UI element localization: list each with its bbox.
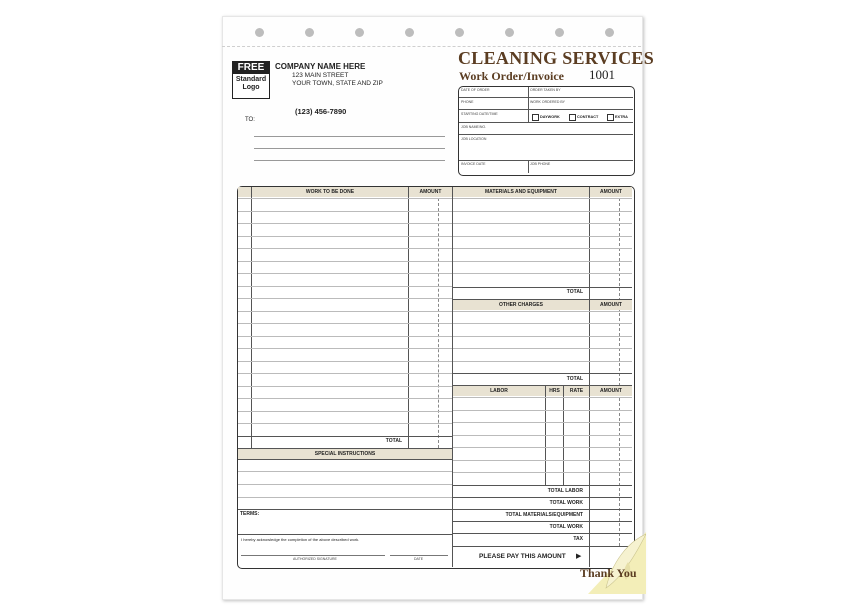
daywork-checkbox[interactable] — [532, 114, 539, 121]
signature-line[interactable] — [241, 555, 385, 556]
invoice-date-label: INVOICE DATE — [461, 162, 486, 166]
table-row-line — [238, 286, 452, 287]
instruction-line — [238, 497, 452, 498]
special-instructions-header: SPECIAL INSTRUCTIONS — [238, 449, 452, 459]
table-row-line — [453, 460, 632, 461]
right-amount-header: AMOUNT — [590, 187, 632, 197]
divider — [453, 485, 632, 486]
table-row-line — [238, 423, 452, 424]
punch-hole — [405, 28, 414, 37]
divider — [238, 509, 452, 510]
divider — [459, 109, 633, 110]
divider — [238, 436, 452, 437]
divider — [251, 187, 252, 448]
to-line — [254, 148, 445, 149]
job-phone-label: JOB PHONE — [530, 162, 551, 166]
work-to-be-done-header: WORK TO BE DONE — [252, 187, 408, 197]
phone-label: PHONE — [461, 100, 474, 104]
center-divider — [452, 187, 453, 567]
to-label: TO: — [245, 117, 255, 123]
table-row-line — [453, 472, 632, 473]
terms-label: TERMS: — [240, 511, 260, 517]
date-of-order-label: DATE OF ORDER — [461, 88, 490, 92]
order-taken-by-label: ORDER TAKEN BY — [530, 88, 561, 92]
table-row-line — [238, 298, 452, 299]
logo — [232, 61, 270, 99]
punch-hole — [455, 28, 464, 37]
punch-hole — [355, 28, 364, 37]
table-row-line — [238, 386, 452, 387]
cents-divider — [619, 198, 620, 546]
divider — [545, 386, 546, 485]
logo-logo-text: Logo — [242, 84, 260, 91]
table-row-line — [238, 223, 452, 224]
divider — [408, 187, 409, 448]
table-row-line — [453, 311, 632, 312]
table-row-line — [453, 223, 632, 224]
table-row-line — [453, 336, 632, 337]
tax-label: TAX — [573, 536, 583, 542]
starting-date-time-label: STARTING DATE/TIME — [461, 112, 498, 116]
table-row-line — [453, 273, 632, 274]
table-row-line — [453, 198, 632, 199]
table-row-line — [453, 361, 632, 362]
hrs-header: HRS — [546, 386, 563, 396]
divider — [453, 373, 632, 374]
divider — [459, 122, 633, 123]
thank-you-text: Thank You — [580, 566, 637, 580]
divider — [238, 459, 452, 460]
acknowledgement-text: I hereby acknowledge the completion of the above described work. — [241, 537, 360, 542]
page-curl — [588, 532, 646, 594]
punch-hole — [555, 28, 564, 37]
company-address — [292, 72, 383, 88]
divider — [528, 87, 529, 122]
left-corner-cell — [238, 187, 251, 197]
table-row-line — [453, 447, 632, 448]
job-location-label: JOB LOCATION — [461, 137, 487, 141]
left-amount-header: AMOUNT — [409, 187, 452, 197]
table-row-line — [453, 261, 632, 262]
divider — [589, 187, 590, 567]
table-row-line — [238, 398, 452, 399]
table-row-line — [238, 411, 452, 412]
address-line-1: 123 MAIN STREET — [292, 72, 349, 79]
rate-header: RATE — [564, 386, 589, 396]
labor-amount-header: AMOUNT — [590, 386, 632, 396]
total-materials-label: TOTAL MATERIALS/EQUIPMENT — [505, 512, 583, 518]
table-row-line — [453, 211, 632, 212]
table-row-line — [453, 410, 632, 411]
contract-checkbox[interactable] — [569, 114, 576, 121]
work-ordered-by-label: WORK ORDERED BY — [530, 100, 566, 104]
punch-holes — [222, 16, 641, 46]
daywork-label: DAYWORK — [540, 115, 560, 119]
date-label: DATE — [414, 557, 424, 561]
divider — [528, 160, 529, 173]
table-row-line — [238, 361, 452, 362]
other-amount-header: AMOUNT — [590, 300, 632, 310]
table-row-line — [238, 261, 452, 262]
punch-hole — [505, 28, 514, 37]
logo-free-text: FREE — [233, 62, 269, 74]
table-row-line — [453, 248, 632, 249]
table-row-line — [238, 211, 452, 212]
punch-hole — [255, 28, 264, 37]
table-row-line — [453, 323, 632, 324]
left-total-label: TOTAL — [385, 438, 402, 444]
other-total-label: TOTAL — [566, 376, 583, 382]
company-name: COMPANY NAME HERE — [275, 62, 366, 71]
contract-label: CONTRACT — [577, 115, 599, 119]
divider — [459, 97, 633, 98]
company-phone: (123) 456-7890 — [295, 107, 347, 116]
total-labor-label: TOTAL LABOR — [547, 488, 583, 494]
punch-hole — [305, 28, 314, 37]
divider — [459, 134, 633, 135]
extra-checkbox[interactable] — [607, 114, 614, 121]
table-row-line — [238, 248, 452, 249]
instruction-line — [238, 471, 452, 472]
table-row-line — [238, 198, 452, 199]
date-line[interactable] — [390, 555, 448, 556]
table-row-line — [453, 422, 632, 423]
form-number: 1001 — [589, 67, 615, 82]
divider — [453, 497, 632, 498]
form-subtitle: Work Order/Invoice — [459, 69, 564, 83]
table-row-line — [238, 336, 452, 337]
to-line — [254, 136, 445, 137]
table-row-line — [238, 323, 452, 324]
other-charges-header: OTHER CHARGES — [453, 300, 589, 310]
authorized-signature-label: AUTHORIZED SIGNATURE — [293, 557, 337, 561]
divider — [453, 509, 632, 510]
perforation-line — [222, 46, 641, 47]
table-row-line — [453, 236, 632, 237]
table-row-line — [453, 435, 632, 436]
divider — [453, 521, 632, 522]
total-work-2-label: TOTAL WORK — [549, 524, 583, 530]
address-line-2: YOUR TOWN, STATE AND ZIP — [292, 80, 383, 87]
table-row-line — [453, 348, 632, 349]
arrow-right-icon: ▶ — [576, 553, 582, 560]
extra-label: EXTRA — [615, 115, 628, 119]
materials-header: MATERIALS AND EQUIPMENT — [453, 187, 589, 197]
divider — [459, 160, 633, 161]
materials-total-label: TOTAL — [566, 289, 583, 295]
table-row-line — [238, 348, 452, 349]
please-pay-label: PLEASE PAY THIS AMOUNT — [479, 553, 566, 560]
logo-standard-text: Standard — [235, 76, 267, 83]
total-work-label: TOTAL WORK — [549, 500, 583, 506]
punch-hole — [605, 28, 614, 37]
form-title: CLEANING SERVICES — [458, 48, 655, 68]
table-row-line — [453, 397, 632, 398]
divider — [453, 287, 632, 288]
table-row-line — [238, 311, 452, 312]
to-line — [254, 160, 445, 161]
job-name-label: JOB NAME/NO. — [461, 125, 487, 129]
instruction-line — [238, 484, 452, 485]
table-row-line — [238, 236, 452, 237]
divider — [563, 386, 564, 485]
table-row-line — [238, 273, 452, 274]
labor-header: LABOR — [453, 386, 545, 396]
divider — [238, 534, 452, 535]
table-row-line — [238, 373, 452, 374]
